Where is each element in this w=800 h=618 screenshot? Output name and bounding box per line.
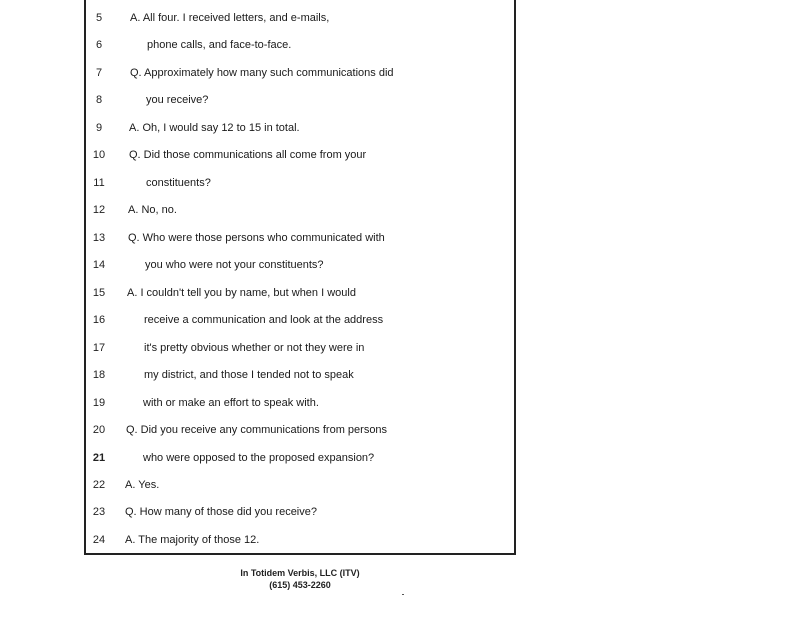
line-number: 13	[92, 232, 106, 244]
line-text: receive a communication and look at the address	[144, 314, 384, 326]
line-text: constituents?	[146, 177, 211, 189]
transcript-line	[84, 448, 514, 468]
transcript-line	[84, 35, 514, 55]
line-text: Q. Did you receive any communications from persons	[126, 424, 388, 436]
transcript-line	[84, 228, 514, 248]
line-text: my district, and those I tended not to speak	[144, 369, 354, 381]
line-number: 20	[92, 424, 106, 436]
line-number: 17	[92, 342, 106, 354]
line-number: 23	[92, 506, 106, 518]
transcript-line	[84, 200, 514, 220]
line-text: Q. Who were those persons who communicated with	[128, 232, 385, 244]
footer-company: In Totidem Verbis, LLC (ITV)	[240, 568, 360, 578]
line-number: 24	[92, 534, 106, 546]
transcript-line	[84, 393, 514, 413]
line-text: A. The majority of those 12.	[125, 534, 260, 546]
transcript-line	[84, 420, 514, 440]
transcript-line	[84, 338, 514, 358]
line-text: with or make an effort to speak with.	[143, 397, 319, 409]
line-number: 22	[92, 479, 106, 491]
transcript-line	[84, 118, 514, 138]
line-number: 19	[92, 397, 106, 409]
transcript-line	[84, 283, 514, 303]
line-number: 16	[92, 314, 106, 326]
line-number: 9	[95, 122, 103, 134]
line-text: phone calls, and face-to-face.	[147, 39, 292, 51]
transcript-line	[84, 475, 514, 495]
transcript-line	[84, 502, 514, 522]
line-text: Q. Did those communications all come from your	[129, 149, 367, 161]
line-text: A. No, no.	[128, 204, 177, 216]
footer-phone: (615) 453-2260	[269, 580, 331, 590]
line-number: 11	[93, 177, 105, 189]
line-text: A. Oh, I would say 12 to 15 in total.	[129, 122, 300, 134]
transcript-line	[84, 63, 514, 83]
line-number: 18	[92, 369, 106, 381]
transcript-line	[84, 90, 514, 110]
transcript-line	[84, 8, 514, 28]
line-number: 5	[95, 12, 103, 24]
transcript-line	[84, 255, 514, 275]
line-number: 10	[92, 149, 106, 161]
line-number: 12	[92, 204, 106, 216]
transcript-line	[84, 365, 514, 385]
line-number: 14	[92, 259, 106, 271]
line-number: 6	[95, 39, 103, 51]
transcript-line	[84, 145, 514, 165]
line-text: A. Yes.	[125, 479, 160, 491]
transcript-line	[84, 530, 514, 550]
transcript-line	[84, 310, 514, 330]
line-text: Q. How many of those did you receive?	[125, 506, 317, 518]
line-number: 21	[92, 452, 106, 464]
line-text: you receive?	[146, 94, 209, 106]
scan-speck	[402, 594, 404, 595]
line-text: A. I couldn't tell you by name, but when I would	[127, 287, 356, 299]
line-number: 15	[92, 287, 106, 299]
line-text: Q. Approximately how many such communications did	[130, 67, 394, 79]
line-text: it's pretty obvious whether or not they were in	[144, 342, 365, 354]
line-number: 8	[95, 94, 103, 106]
line-text: who were opposed to the proposed expansion?	[143, 452, 375, 464]
transcript-line	[84, 173, 514, 193]
line-text: you who were not your constituents?	[145, 259, 324, 271]
transcript-page-frame	[84, 0, 516, 555]
line-text: A. All four. I received letters, and e-mails,	[130, 12, 330, 24]
line-number: 7	[95, 67, 103, 79]
